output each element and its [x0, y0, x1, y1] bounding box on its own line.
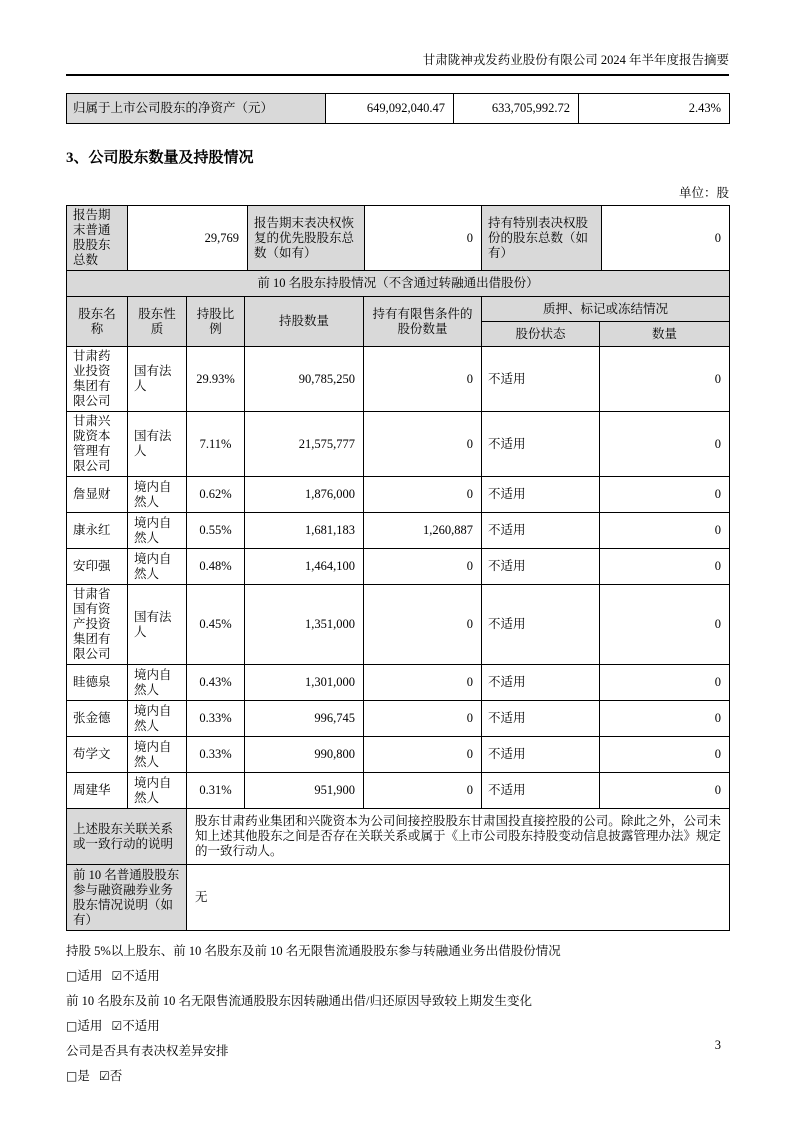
net-assets-previous: 633,705,992.72	[454, 94, 579, 124]
holder-shares: 90,785,250	[245, 347, 364, 412]
holder-row	[67, 585, 730, 665]
holder-shares: 951,900	[245, 773, 364, 809]
holder-name: 甘肃药业投资集团有限公司	[67, 347, 128, 412]
statement-refinancing-change: 前 10 名股东及前 10 名无限售流通股股东因转融通出借/归还原因导致较上期发生变化	[66, 994, 532, 1008]
preferred-holders-value: 0	[365, 206, 482, 271]
holder-pledge-qty: 0	[600, 513, 730, 549]
holder-pledge-status: 不适用	[482, 549, 600, 585]
holder-nature: 国有法人	[128, 585, 187, 665]
related-party-note-value: 股东甘肃药业集团和兴陇资本为公司间接控股股东甘肃国投直接控股的公司。除此之外，公司未知上述其他股东之间是否存在关联关系或属于《上市公司股东持股变动信息披露管理办法》规定的一致行动人。	[187, 809, 730, 865]
holder-row	[67, 347, 730, 412]
holder-name: 苟学文	[67, 737, 128, 773]
preferred-holders-label: 报告期末表决权恢复的优先股股东总数（如有）	[248, 206, 365, 271]
common-holders-value: 29,769	[128, 206, 248, 271]
holder-pledge-status: 不适用	[482, 412, 600, 477]
net-assets-current: 649,092,040.47	[326, 94, 454, 124]
holder-nature: 境内自然人	[128, 513, 187, 549]
holder-shares: 1,351,000	[245, 585, 364, 665]
holders-table-notes	[67, 809, 730, 931]
holder-nature: 国有法人	[128, 347, 187, 412]
holder-pledge-qty: 0	[600, 549, 730, 585]
holder-ratio: 0.43%	[187, 665, 245, 701]
holder-pledge-qty: 0	[600, 773, 730, 809]
holder-pledge-qty: 0	[600, 412, 730, 477]
statement-refinancing-change-options	[66, 1018, 729, 1034]
col-header-pledge-qty: 数量	[600, 322, 730, 347]
holder-shares: 21,575,777	[245, 412, 364, 477]
holder-restricted: 0	[364, 773, 482, 809]
option-label: 不适用	[122, 1019, 160, 1033]
holder-name: 甘肃兴陇资本管理有限公司	[67, 412, 128, 477]
holders-table-body	[67, 347, 730, 809]
holder-pledge-status: 不适用	[482, 701, 600, 737]
holder-name: 詹显财	[67, 477, 128, 513]
section-title: 3、公司股东数量及持股情况	[66, 150, 254, 166]
option-yes	[66, 1069, 90, 1083]
net-assets-label: 归属于上市公司股东的净资产（元）	[67, 94, 326, 124]
holder-pledge-qty: 0	[600, 701, 730, 737]
holder-restricted: 0	[364, 347, 482, 412]
col-header-nature: 股东性质	[128, 297, 187, 347]
holder-row	[67, 737, 730, 773]
holder-restricted: 0	[364, 585, 482, 665]
statement-refinancing-lending: 持股 5%以上股东、前 10 名股东及前 10 名无限售流通股股东参与转融通业务出借股份情况	[66, 944, 561, 958]
holder-row	[67, 773, 730, 809]
holder-pledge-qty: 0	[600, 585, 730, 665]
option-not-applicable	[111, 969, 159, 983]
holder-row	[67, 549, 730, 585]
holders-table	[66, 296, 730, 931]
special-voting-holders-value: 0	[602, 206, 730, 271]
holder-nature: 境内自然人	[128, 773, 187, 809]
col-header-restricted: 持有有限售条件的股份数量	[364, 297, 482, 347]
holder-row	[67, 701, 730, 737]
shareholder-summary-table	[66, 205, 730, 297]
option-no	[99, 1069, 122, 1083]
holder-pledge-status: 不适用	[482, 585, 600, 665]
margin-trading-note-row	[67, 865, 730, 931]
holder-restricted: 0	[364, 549, 482, 585]
option-label: 不适用	[122, 969, 160, 983]
margin-trading-note-value: 无	[187, 865, 730, 931]
holder-pledge-status: 不适用	[482, 773, 600, 809]
holder-pledge-status: 不适用	[482, 347, 600, 412]
holder-restricted: 0	[364, 701, 482, 737]
holder-row	[67, 477, 730, 513]
holder-pledge-status: 不适用	[482, 737, 600, 773]
holder-pledge-status: 不适用	[482, 477, 600, 513]
col-header-name: 股东名称	[67, 297, 128, 347]
holder-restricted: 0	[364, 477, 482, 513]
option-not-applicable	[111, 1019, 159, 1033]
statement-refinancing-lending-options	[66, 968, 729, 984]
holder-ratio: 0.62%	[187, 477, 245, 513]
holder-name: 康永红	[67, 513, 128, 549]
holder-name: 张金德	[67, 701, 128, 737]
holder-nature: 境内自然人	[128, 665, 187, 701]
unit-note: 单位：股	[678, 186, 729, 200]
holder-restricted: 0	[364, 412, 482, 477]
holder-ratio: 0.33%	[187, 701, 245, 737]
holder-shares: 1,681,183	[245, 513, 364, 549]
option-applicable	[66, 969, 102, 983]
holder-row	[67, 665, 730, 701]
holder-name: 周建华	[67, 773, 128, 809]
holder-ratio: 0.55%	[187, 513, 245, 549]
holder-pledge-qty: 0	[600, 665, 730, 701]
related-party-note-row	[67, 809, 730, 865]
col-header-pledge-group: 质押、标记或冻结情况	[482, 297, 730, 322]
col-header-pledge-status: 股份状态	[482, 322, 600, 347]
holder-pledge-status: 不适用	[482, 513, 600, 549]
holder-ratio: 0.33%	[187, 737, 245, 773]
top10-banner-row	[67, 271, 730, 297]
holder-nature: 境内自然人	[128, 549, 187, 585]
net-assets-table	[66, 93, 730, 124]
checkbox-unchecked-icon: □	[66, 1019, 78, 1033]
holder-ratio: 0.45%	[187, 585, 245, 665]
net-assets-change: 2.43%	[579, 94, 730, 124]
col-header-ratio: 持股比例	[187, 297, 245, 347]
statement-voting-difference-options	[66, 1068, 729, 1084]
holder-restricted: 0	[364, 737, 482, 773]
common-holders-label: 报告期末普通股股东总数	[67, 206, 128, 271]
report-header: 甘肃陇神戎发药业股份有限公司 2024 年半年度报告摘要	[66, 52, 729, 76]
option-label: 否	[109, 1069, 123, 1083]
holder-shares: 1,464,100	[245, 549, 364, 585]
holder-shares: 990,800	[245, 737, 364, 773]
col-header-shares: 持股数量	[245, 297, 364, 347]
holder-ratio: 0.31%	[187, 773, 245, 809]
holder-pledge-qty: 0	[600, 477, 730, 513]
holder-pledge-status: 不适用	[482, 665, 600, 701]
holder-nature: 国有法人	[128, 412, 187, 477]
holder-row	[67, 513, 730, 549]
checkbox-unchecked-icon: □	[66, 969, 78, 983]
holder-nature: 境内自然人	[128, 737, 187, 773]
holder-shares: 996,745	[245, 701, 364, 737]
holder-name: 眭德泉	[67, 665, 128, 701]
holder-restricted: 0	[364, 665, 482, 701]
page-number: 3	[714, 1038, 721, 1052]
holder-ratio: 29.93%	[187, 347, 245, 412]
holder-ratio: 0.48%	[187, 549, 245, 585]
holder-pledge-qty: 0	[600, 737, 730, 773]
shareholder-summary-row	[67, 206, 730, 271]
statement-voting-difference: 公司是否具有表决权差异安排	[66, 1044, 229, 1058]
holder-pledge-qty: 0	[600, 347, 730, 412]
option-applicable	[66, 1019, 102, 1033]
checkbox-checked-icon: ☑	[98, 1069, 110, 1083]
holders-table-header	[67, 297, 730, 347]
checkbox-checked-icon: ☑	[111, 1019, 123, 1033]
option-label: 是	[77, 1069, 90, 1083]
option-label: 适用	[77, 969, 103, 983]
holder-nature: 境内自然人	[128, 477, 187, 513]
holder-shares: 1,876,000	[245, 477, 364, 513]
holder-ratio: 7.11%	[187, 412, 245, 477]
checkbox-checked-icon: ☑	[111, 969, 123, 983]
holder-nature: 境内自然人	[128, 701, 187, 737]
holder-restricted: 1,260,887	[364, 513, 482, 549]
margin-trading-note-label: 前 10 名普通股股东参与融资融券业务股东情况说明（如有）	[67, 865, 187, 931]
holder-shares: 1,301,000	[245, 665, 364, 701]
statements-block	[66, 943, 729, 1084]
holder-row	[67, 412, 730, 477]
holder-name: 安印强	[67, 549, 128, 585]
related-party-note-label: 上述股东关联关系或一致行动的说明	[67, 809, 187, 865]
checkbox-unchecked-icon: □	[66, 1069, 78, 1083]
holder-name: 甘肃省国有资产投资集团有限公司	[67, 585, 128, 665]
net-assets-row	[67, 94, 730, 124]
option-label: 适用	[77, 1019, 103, 1033]
top10-banner: 前 10 名股东持股情况（不含通过转融通出借股份）	[67, 271, 730, 297]
special-voting-holders-label: 持有特别表决权股份的股东总数（如有）	[482, 206, 602, 271]
